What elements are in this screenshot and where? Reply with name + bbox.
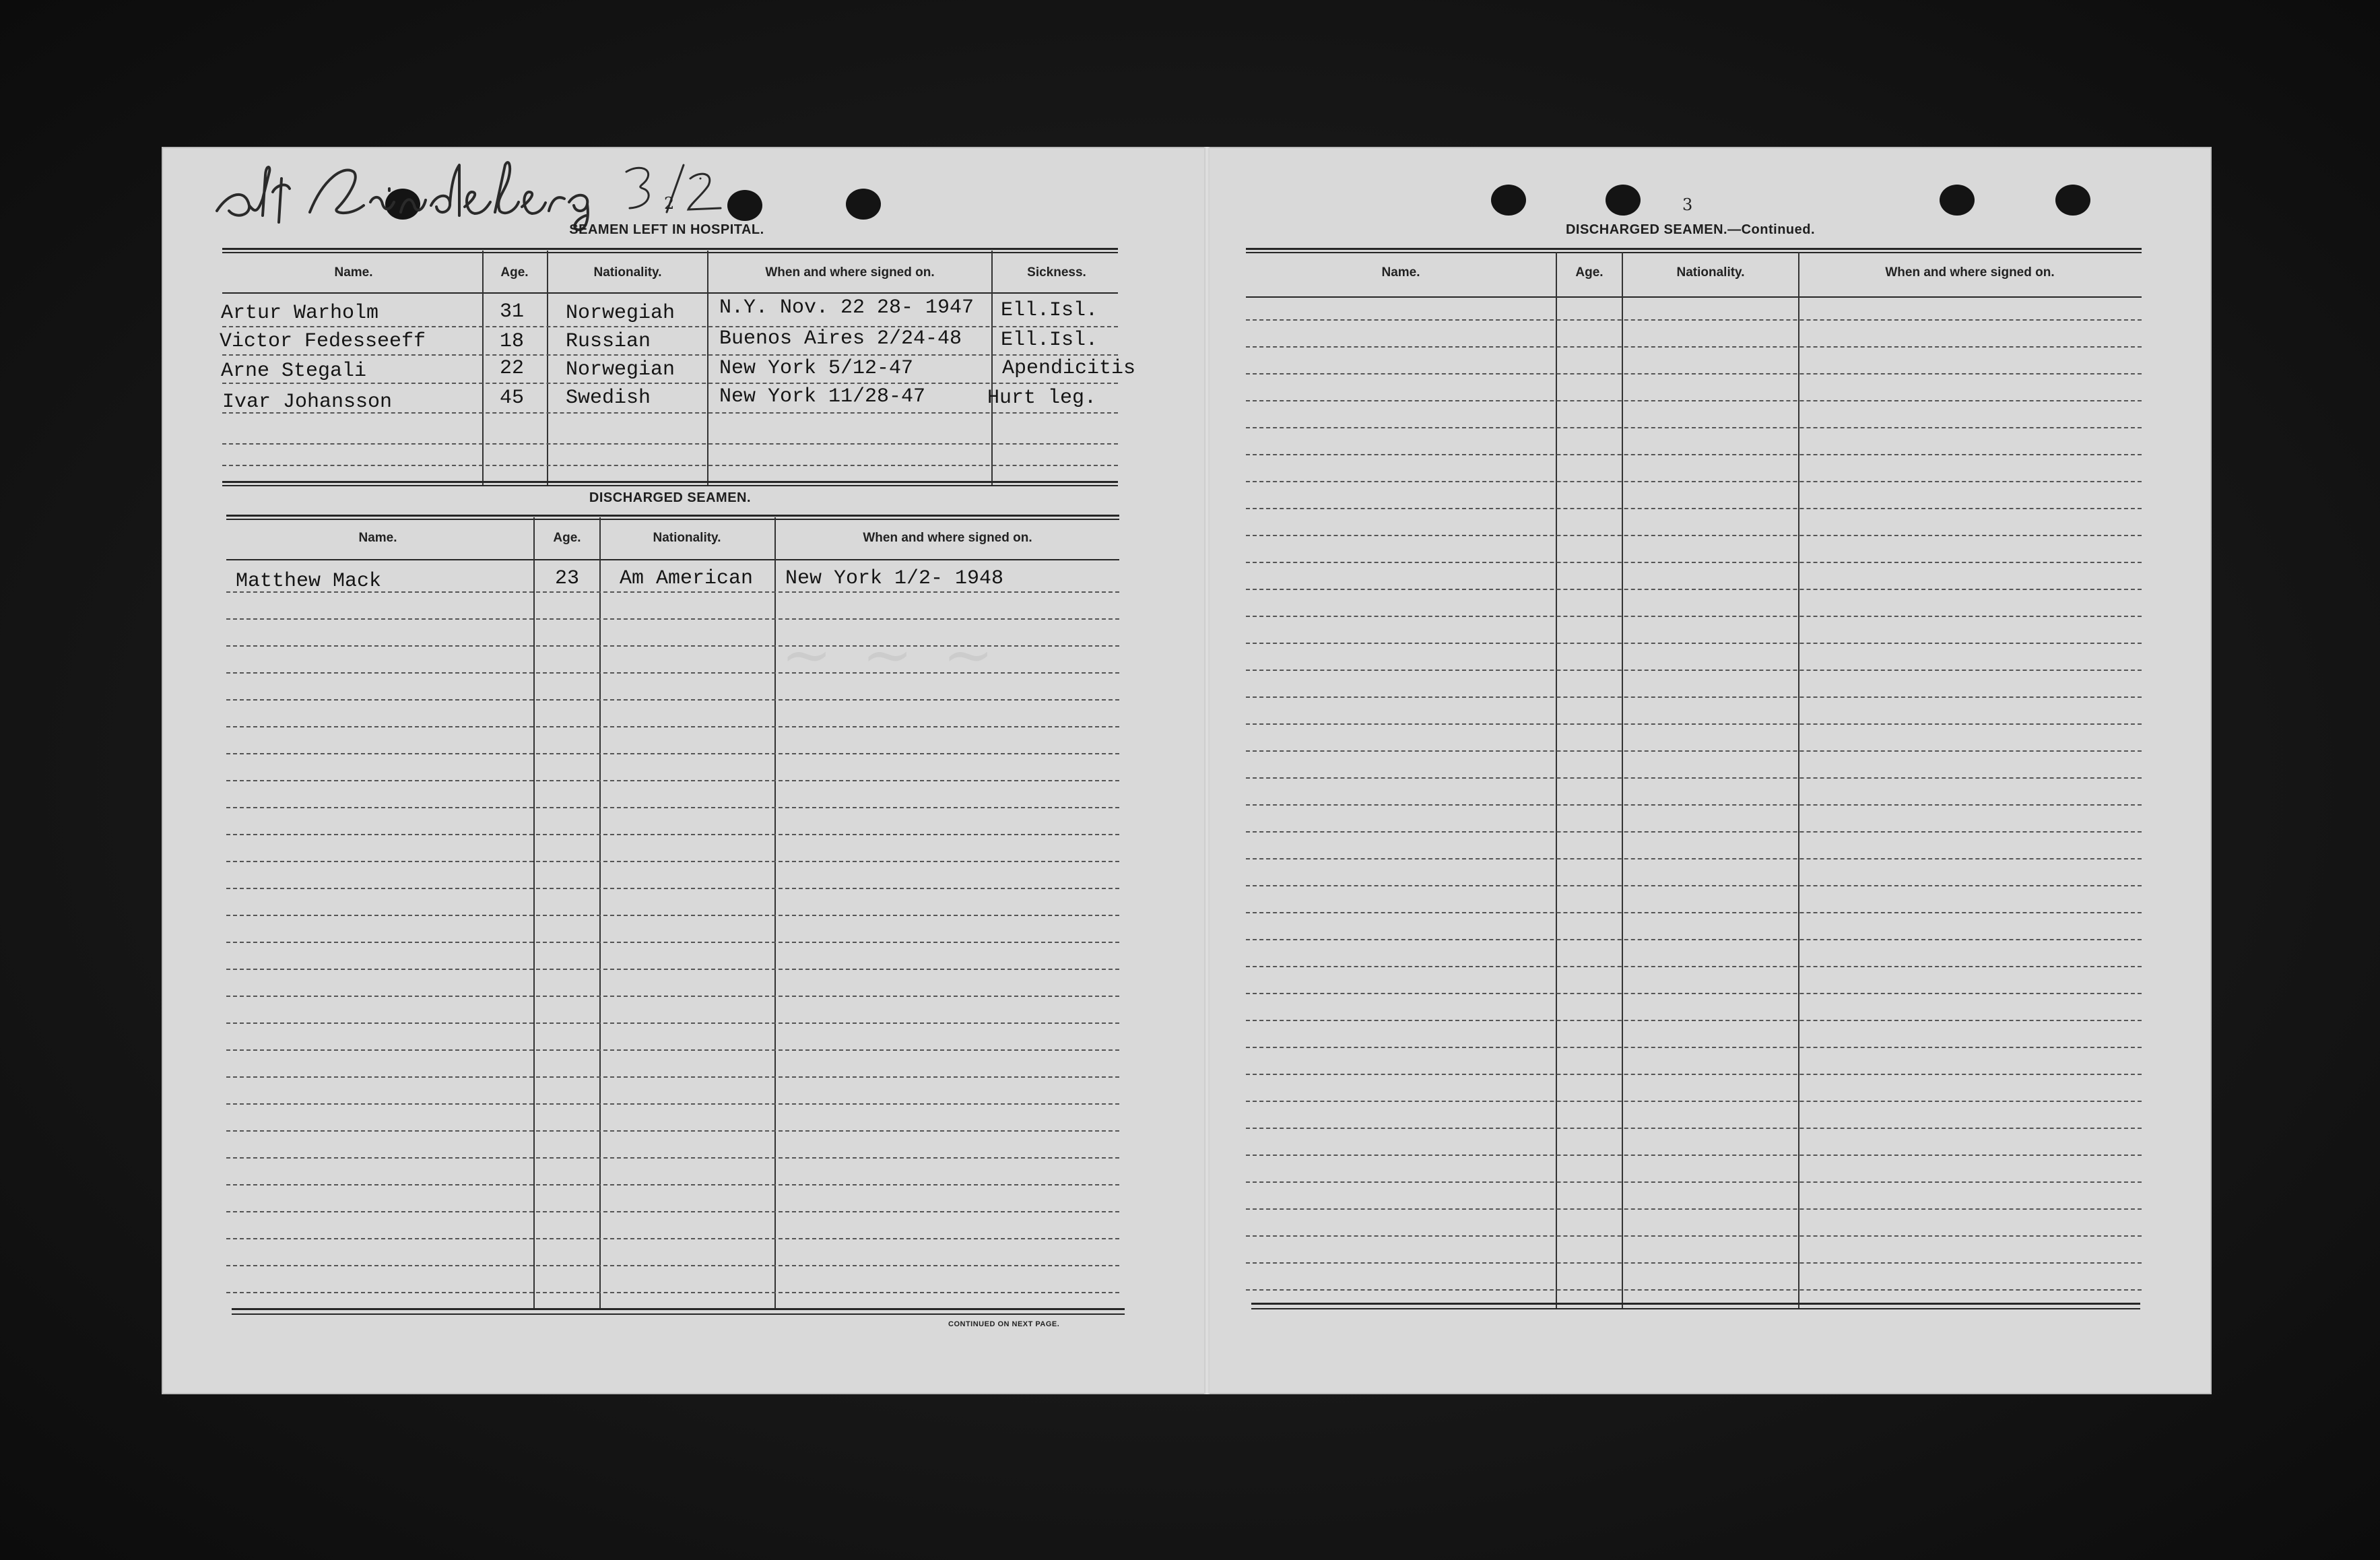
row-rule (1246, 1155, 2142, 1156)
column-divider (1798, 252, 1799, 1308)
row-rule (226, 726, 1119, 727)
row-rule (226, 645, 1119, 647)
col-header-nationality: Nationality. (1676, 265, 1745, 280)
column-divider (707, 251, 708, 486)
row-rule (1246, 1262, 2142, 1264)
hospital-row-sickness: Ell.Isl. (1001, 299, 1098, 322)
row-rule (1246, 750, 2142, 752)
col-header-age: Age. (553, 531, 581, 545)
discharged-section-title: DISCHARGED SEAMEN. (589, 490, 752, 505)
hospital-row-age: 45 (500, 387, 525, 410)
hospital-row-name: Artur Warholm (221, 302, 379, 325)
table-rule (1251, 1308, 2140, 1309)
hospital-row-name: Arne Stegali (221, 360, 367, 383)
hospital-row-nationality: Norwegiah (566, 302, 675, 325)
row-rule (1246, 1020, 2142, 1021)
row-rule (1246, 912, 2142, 913)
row-rule (226, 834, 1119, 835)
col-header-name: Name. (1381, 265, 1420, 280)
row-rule (1246, 723, 2142, 725)
punch-hole (846, 189, 881, 220)
row-rule (226, 1238, 1119, 1239)
col-header-nationality: Nationality. (653, 531, 721, 545)
row-rule (1246, 1128, 2142, 1129)
row-rule (1246, 454, 2142, 455)
table-rule (1246, 248, 2142, 250)
table-rule (226, 559, 1119, 560)
col-header-sickness: Sickness. (1027, 265, 1086, 280)
hospital-row-signed-on: New York 5/12-47 (719, 357, 914, 380)
row-rule (1246, 1235, 2142, 1237)
row-rule (1246, 993, 2142, 994)
column-divider (482, 251, 484, 486)
row-rule (1246, 562, 2142, 563)
row-rule (226, 1076, 1119, 1078)
row-rule (226, 1022, 1119, 1024)
discharged-continued-title: DISCHARGED SEAMEN.—Continued. (1565, 222, 1816, 237)
row-rule (1246, 831, 2142, 833)
row-rule (1246, 966, 2142, 967)
discharged-row-signed-on: New York 1/2- 1948 (785, 567, 1004, 590)
hospital-row-sickness: Ell.Isl. (1001, 329, 1098, 352)
table-rule (226, 519, 1119, 520)
hospital-row-age: 18 (500, 330, 525, 353)
hospital-row-age: 31 (500, 300, 525, 323)
column-divider (774, 517, 776, 1309)
row-rule (226, 807, 1119, 808)
punch-hole (2055, 185, 2090, 216)
col-header-age: Age. (500, 265, 529, 280)
row-rule (226, 618, 1119, 620)
row-rule (226, 780, 1119, 781)
row-rule (1246, 1101, 2142, 1102)
row-rule (1246, 589, 2142, 590)
row-rule (226, 1211, 1119, 1212)
page-fold (1204, 147, 1210, 1394)
row-rule (1246, 939, 2142, 940)
page-number-left: 2 (664, 194, 675, 213)
row-rule (226, 942, 1119, 943)
row-rule (222, 383, 1118, 384)
row-rule (1246, 885, 2142, 886)
row-rule (1246, 373, 2142, 375)
table-rule (1251, 1303, 2140, 1305)
col-header-signed-on: When and where signed on. (863, 531, 1032, 545)
hospital-row-signed-on: N.Y. Nov. 22 28- 1947 (719, 296, 974, 319)
row-rule (226, 915, 1119, 916)
col-header-nationality: Nationality. (593, 265, 662, 280)
handwritten-signature (209, 152, 734, 232)
column-divider (991, 251, 993, 486)
row-rule (1246, 1047, 2142, 1048)
table-rule (222, 485, 1118, 486)
row-rule (226, 1265, 1119, 1266)
column-divider (1556, 252, 1557, 1308)
row-rule (1246, 535, 2142, 536)
table-rule (222, 292, 1118, 294)
col-header-name: Name. (334, 265, 373, 280)
table-rule (232, 1308, 1125, 1310)
hospital-row-name: Ivar Johansson (222, 391, 393, 414)
row-rule (1246, 319, 2142, 321)
page-number-right: 3 (1682, 195, 1693, 214)
hospital-row-nationality: Swedish (566, 387, 651, 410)
continued-note: CONTINUED ON NEXT PAGE. (948, 1320, 1060, 1328)
row-rule (222, 443, 1118, 445)
hospital-row-nationality: Norwegian (566, 358, 675, 381)
row-rule (1246, 427, 2142, 428)
row-rule (1246, 346, 2142, 348)
row-rule (1246, 1074, 2142, 1075)
row-rule (1246, 1208, 2142, 1210)
row-rule (226, 1184, 1119, 1185)
table-rule (222, 248, 1118, 250)
column-divider (1622, 252, 1623, 1308)
row-rule (1246, 616, 2142, 617)
bleed-through-mark: ~ ~ ~ (781, 620, 999, 690)
row-rule (1246, 400, 2142, 401)
hospital-row-sickness: Hurt leg. (987, 387, 1097, 410)
column-divider (533, 517, 535, 1309)
row-rule (1246, 1289, 2142, 1291)
document-sheet (162, 147, 2212, 1394)
row-rule (222, 354, 1118, 356)
row-rule (226, 699, 1119, 701)
table-rule (1246, 296, 2142, 298)
row-rule (226, 996, 1119, 997)
table-rule (222, 252, 1118, 253)
table-rule (232, 1313, 1125, 1315)
row-rule (226, 1157, 1119, 1159)
row-rule (1246, 481, 2142, 482)
row-rule (1246, 1181, 2142, 1183)
row-rule (226, 1292, 1119, 1293)
hospital-row-sickness: Apendicitis (1002, 357, 1136, 380)
row-rule (1246, 804, 2142, 806)
row-rule (226, 969, 1119, 970)
discharged-row-age: 23 (555, 567, 580, 590)
hospital-row-signed-on: Buenos Aires 2/24-48 (719, 327, 962, 350)
row-rule (226, 1049, 1119, 1051)
table-rule (226, 515, 1119, 517)
table-rule (222, 481, 1118, 483)
row-rule (1246, 670, 2142, 671)
column-divider (599, 517, 601, 1309)
row-rule (222, 465, 1118, 466)
hospital-row-age: 22 (500, 357, 525, 380)
hospital-row-signed-on: New York 11/28-47 (719, 385, 926, 408)
hospital-section-title: SEAMEN LEFT IN HOSPITAL. (569, 222, 764, 237)
row-rule (1246, 858, 2142, 859)
col-header-name: Name. (358, 531, 397, 545)
punch-hole (1940, 185, 1975, 216)
discharged-row-name: Matthew Mack (236, 570, 382, 593)
punch-hole (1491, 185, 1526, 216)
row-rule (1246, 696, 2142, 698)
punch-hole (1606, 185, 1641, 216)
row-rule (222, 326, 1118, 327)
row-rule (1246, 508, 2142, 509)
row-rule (226, 1130, 1119, 1132)
row-rule (226, 861, 1119, 862)
row-rule (226, 888, 1119, 889)
col-header-signed-on: When and where signed on. (1885, 265, 2055, 280)
row-rule (226, 753, 1119, 754)
col-header-age: Age. (1575, 265, 1604, 280)
col-header-signed-on: When and where signed on. (765, 265, 935, 280)
row-rule (1246, 777, 2142, 779)
hospital-row-name: Victor Fedesseeff (220, 330, 426, 353)
table-rule (1246, 252, 2142, 253)
hospital-row-nationality: Russian (566, 330, 651, 353)
row-rule (226, 672, 1119, 674)
discharged-row-nationality: Am American (620, 567, 754, 590)
row-rule (226, 1103, 1119, 1105)
column-divider (547, 251, 548, 486)
row-rule (1246, 643, 2142, 644)
